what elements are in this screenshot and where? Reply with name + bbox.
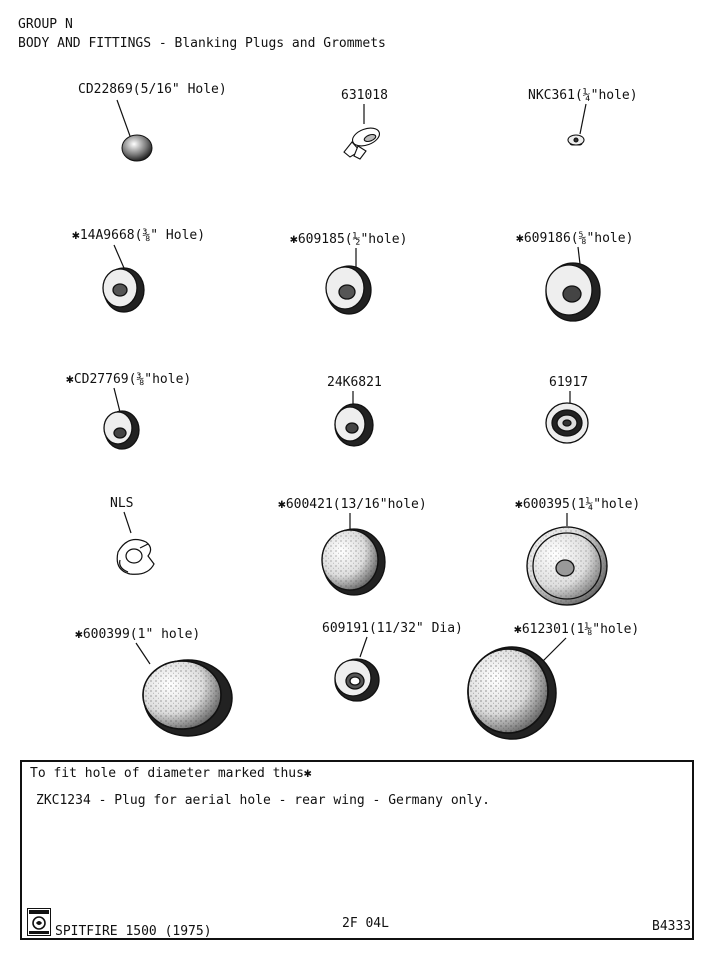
plug-disc-icon bbox=[527, 527, 607, 605]
leader-line bbox=[136, 643, 150, 664]
plug-disc-icon bbox=[143, 660, 232, 736]
part-label: ✱612301(1⅛"hole) bbox=[514, 622, 640, 637]
part-label: 631018 bbox=[341, 88, 388, 103]
note-asterisk-legend: To fit hole of diameter marked thus✱ bbox=[30, 766, 312, 781]
plug-disc-icon bbox=[468, 647, 556, 739]
grommet-icon bbox=[103, 268, 144, 312]
part-label: 609191(11/32" Dia) bbox=[322, 621, 463, 636]
part-label: CD22869(5/16" Hole) bbox=[78, 82, 227, 97]
leader-line bbox=[578, 247, 580, 264]
push-fastener-icon bbox=[344, 125, 382, 159]
note-text: ZKC1234 - Plug for aerial hole - rear wing - Germany only. bbox=[36, 793, 490, 808]
part-label: NLS bbox=[110, 496, 134, 511]
grommet-icon bbox=[326, 266, 371, 314]
part-label: ✱600395(1¼"hole) bbox=[515, 497, 641, 512]
part-label: 61917 bbox=[549, 375, 589, 390]
leader-line bbox=[114, 245, 124, 268]
group-heading: GROUP N bbox=[18, 17, 73, 32]
leader-line bbox=[124, 512, 131, 533]
grommet-icon bbox=[335, 404, 373, 446]
british-leyland-logo-icon bbox=[27, 908, 51, 936]
small-plug-icon bbox=[568, 135, 584, 145]
part-label: ✱CD27769(⅜"hole) bbox=[66, 372, 192, 387]
plug-icon bbox=[122, 135, 152, 161]
page-title: BODY AND FITTINGS - Blanking Plugs and Grommets bbox=[18, 36, 386, 51]
drawing-code: B4333 bbox=[652, 919, 692, 934]
grommet-icon bbox=[546, 263, 600, 321]
leader-line bbox=[360, 637, 367, 657]
notes-box bbox=[20, 760, 694, 940]
part-label: ✱600421(13/16"hole) bbox=[278, 497, 427, 512]
leader-line bbox=[117, 100, 130, 136]
part-label: ✱609186(⅝"hole) bbox=[516, 231, 634, 246]
clip-icon bbox=[117, 540, 154, 575]
leader-line bbox=[580, 104, 586, 134]
leader-line bbox=[114, 388, 120, 412]
part-label: ✱14A9668(⅜" Hole) bbox=[72, 228, 206, 243]
part-label: NKC361(¼"hole) bbox=[528, 88, 638, 103]
grommet-icon bbox=[104, 411, 139, 449]
grommet-icon bbox=[335, 659, 379, 701]
part-label: ✱600399(1" hole) bbox=[75, 627, 201, 642]
page-reference: 2F 04L bbox=[342, 916, 389, 931]
plug-disc-icon bbox=[322, 529, 385, 595]
part-label: 24K6821 bbox=[327, 375, 382, 390]
leader-line bbox=[540, 638, 566, 664]
grommet-icon bbox=[546, 403, 588, 443]
model-name: SPITFIRE 1500 (1975) bbox=[55, 924, 212, 939]
part-label: ✱609185(½"hole) bbox=[290, 232, 408, 247]
